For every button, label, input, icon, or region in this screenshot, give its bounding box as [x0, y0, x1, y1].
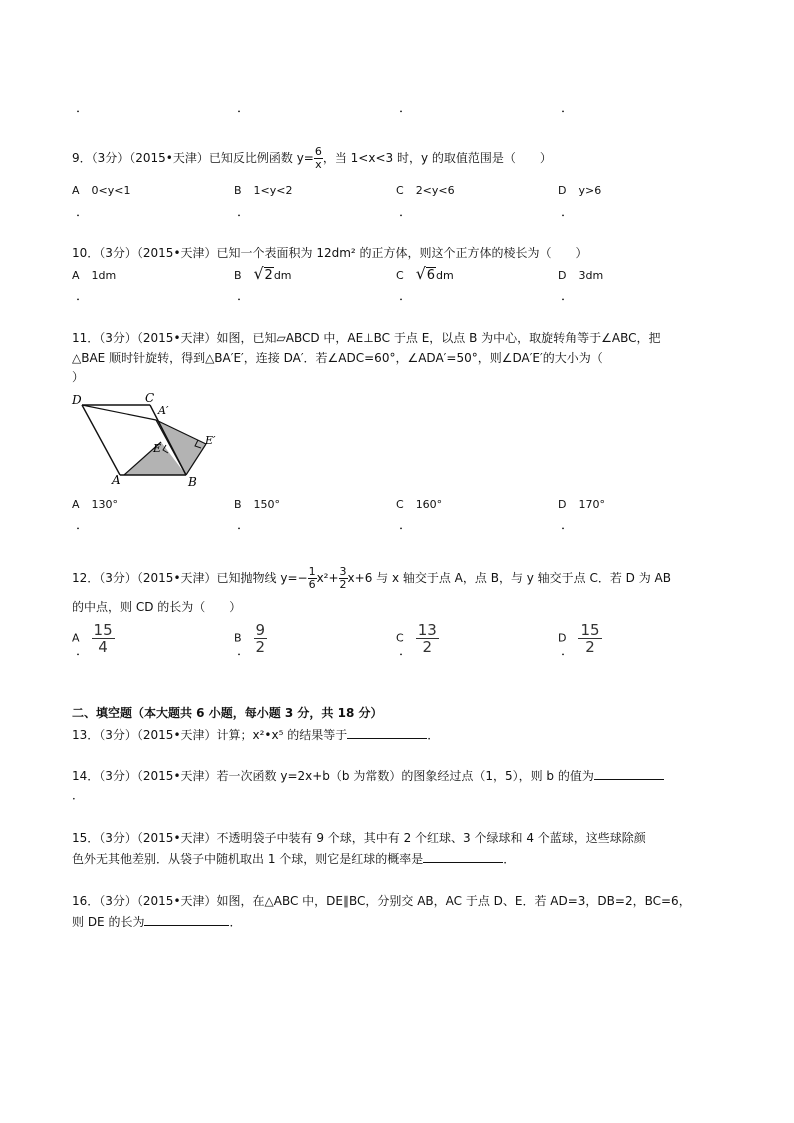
option-dot: ． [561, 101, 575, 116]
option-letter: D [558, 498, 567, 511]
q9-option-c[interactable] [396, 183, 455, 199]
fraction-numerator: 1 [308, 565, 316, 578]
fraction-numerator: 15 [93, 621, 113, 639]
question-10-text: 10．（3分）（2015•天津）已知一个表面积为 12dm² 的正方体，则这个正方体的棱长为（ ） [72, 246, 588, 260]
option-fraction [254, 622, 268, 655]
fraction-denominator: 4 [98, 638, 108, 656]
label-e-prime: E′ [205, 434, 216, 447]
option-dot: ． [76, 644, 90, 659]
q10-option-c[interactable] [396, 264, 454, 284]
option-dot: ． [76, 289, 90, 304]
question-15-line-2 [72, 850, 515, 867]
option-dot: ． [237, 205, 251, 220]
option-dot: ． [76, 205, 90, 220]
option-value: 150° [253, 498, 281, 511]
fraction-denominator: x [315, 158, 322, 171]
option-unit: dm [273, 269, 292, 282]
option-letter: C [396, 498, 404, 511]
question-16-line-2 [72, 913, 241, 930]
option-fraction [416, 622, 439, 655]
fraction-denominator: 2 [255, 638, 266, 656]
option-letter: A [72, 269, 80, 282]
option-letter: B [234, 498, 242, 511]
question-12-line-2: 的中点，则 CD 的长为（ ） [72, 600, 242, 614]
fraction-denominator: 6 [308, 578, 316, 591]
option-value: 3dm [578, 269, 604, 282]
fraction-numerator: 15 [580, 621, 600, 639]
radicand: 2 [264, 268, 273, 283]
question-12-text-after: x+6 与 x 轴交于点 A，点 B，与 y 轴交于点 C．若 D 为 AB [347, 571, 671, 585]
option-dot: ． [76, 101, 90, 116]
q9-option-d[interactable] [558, 183, 601, 199]
question-11-line-3: ） [72, 370, 85, 384]
option-letter: A [72, 498, 80, 511]
question-15-text: 色外无其他差别．从袋子中随机取出 1 个球，则它是红球的概率是 [72, 852, 424, 866]
option-letter: B [234, 269, 242, 282]
label-d: D [72, 393, 82, 407]
question-15-line-1: 15．（3分）（2015•天津）不透明袋子中装有 9 个球，其中有 2 个红球、3 个绿球和 4 个蓝球，这些球除颜 [72, 831, 646, 845]
option-letter: A [72, 631, 80, 645]
option-letter: B [234, 631, 242, 645]
option-dot: ． [237, 101, 251, 116]
question-14 [72, 767, 664, 784]
option-value: 170° [578, 498, 605, 511]
fraction-numerator: 6 [314, 145, 322, 158]
answer-blank[interactable] [594, 767, 664, 780]
section-2-heading: 二、填空题（本大题共 6 小题，每小题 3 分，共 18 分） [72, 706, 383, 720]
q10-option-a[interactable] [72, 268, 116, 284]
q9-option-a[interactable] [72, 183, 130, 199]
q9-option-b[interactable] [234, 183, 293, 199]
option-dot: ． [399, 101, 413, 116]
question-12-mid: x²+ [316, 571, 339, 585]
option-fraction [92, 622, 115, 655]
option-dot: ． [561, 644, 575, 659]
question-9-text-before: 9．（3分）（2015•天津）已知反比例函数 y= [72, 151, 314, 165]
label-b: B [188, 475, 197, 488]
q11-parallelogram-figure [68, 388, 218, 488]
question-9 [72, 146, 552, 171]
question-13 [72, 726, 439, 743]
question-14-text: 14．（3分）（2015•天津）若一次函数 y=2x+b（b 为常数）的图象经过点（1，5），则 b 的值为 [72, 769, 594, 783]
answer-blank[interactable] [423, 850, 503, 863]
fraction-1-over-6 [308, 566, 317, 591]
question-15-end: ． [503, 852, 516, 866]
answer-blank[interactable] [347, 726, 427, 739]
question-13-end: ． [427, 728, 440, 742]
label-e: E [153, 442, 162, 455]
option-dot: ． [237, 289, 251, 304]
option-letter: B [234, 184, 242, 197]
option-dot: ． [399, 518, 413, 533]
option-value: 2<y<6 [415, 184, 455, 197]
sqrt-symbol: √ 2 [253, 264, 273, 283]
sqrt-symbol: √ 6 [415, 264, 435, 283]
option-dot: ． [561, 518, 575, 533]
q11-option-a[interactable] [72, 497, 118, 513]
option-value: 1dm [91, 269, 117, 282]
answer-blank[interactable] [144, 913, 229, 926]
option-value: 130° [91, 498, 119, 511]
fraction-numerator: 13 [417, 621, 437, 639]
option-letter: C [396, 184, 404, 197]
question-14-end: ． [72, 788, 85, 802]
label-c: C [145, 391, 155, 405]
option-dot: ． [399, 644, 413, 659]
question-16-text: 则 DE 的长为 [72, 915, 145, 929]
option-dot: ． [561, 205, 575, 220]
fraction-numerator: 9 [255, 621, 266, 639]
option-value: 160° [415, 498, 443, 511]
option-dot: ． [399, 205, 413, 220]
label-a-prime: A′ [158, 404, 169, 417]
fraction-3-over-2 [339, 566, 348, 591]
option-letter: D [558, 631, 567, 645]
q10-option-b[interactable] [234, 264, 292, 284]
question-13-text: 13．（3分）（2015•天津）计算；x²•x⁵ 的结果等于 [72, 728, 348, 742]
option-unit: dm [435, 269, 454, 282]
fraction-denominator: 2 [422, 638, 432, 656]
option-dot: ． [399, 289, 413, 304]
fraction-denominator: 2 [339, 578, 347, 591]
question-16-line-1: 16．（3分）（2015•天津）如图，在△ABC 中，DE∥BC，分别交 AB，AC 于点 D、E．若 AD=3，DB=2，BC=6， [72, 894, 691, 908]
question-11-line-2: △BAE 顺时针旋转，得到△BA′E′，连接 DA′．若∠ADC=60°，∠ADA′=50°，则∠DA′E′的大小为（ [72, 351, 603, 365]
fraction-denominator: 2 [585, 638, 595, 656]
option-dot: ． [237, 644, 251, 659]
option-dot: ． [76, 518, 90, 533]
option-dot: ． [561, 289, 575, 304]
question-16-end: ． [229, 915, 242, 929]
question-11-line-1: 11．（3分）（2015•天津）如图，已知▱ABCD 中，AE⊥BC 于点 E，以点 B 为中心，取旋转角等于∠ABC，把 [72, 331, 661, 345]
question-12-text-before: 12．（3分）（2015•天津）已知抛物线 y=− [72, 571, 308, 585]
option-letter: D [558, 269, 567, 282]
q11-option-d[interactable] [558, 497, 605, 513]
question-12-line-1 [72, 566, 671, 591]
option-letter: C [396, 631, 404, 645]
fraction-numerator: 3 [339, 565, 347, 578]
option-fraction [578, 622, 601, 655]
option-dot: ． [237, 518, 251, 533]
option-letter: C [396, 269, 404, 282]
option-letter: D [558, 184, 567, 197]
question-9-text-after: ，当 1<x<3 时，y 的取值范围是（ ） [322, 151, 552, 165]
option-value: y>6 [578, 184, 602, 197]
q11-option-b[interactable] [234, 497, 280, 513]
label-a: A [112, 473, 121, 487]
option-value: 1<y<2 [253, 184, 293, 197]
radicand: 6 [426, 268, 435, 283]
option-letter: A [72, 184, 80, 197]
q10-option-d[interactable] [558, 268, 603, 284]
fraction-6-over-x [314, 146, 323, 171]
option-value: 0<y<1 [91, 184, 131, 197]
q11-option-c[interactable] [396, 497, 442, 513]
